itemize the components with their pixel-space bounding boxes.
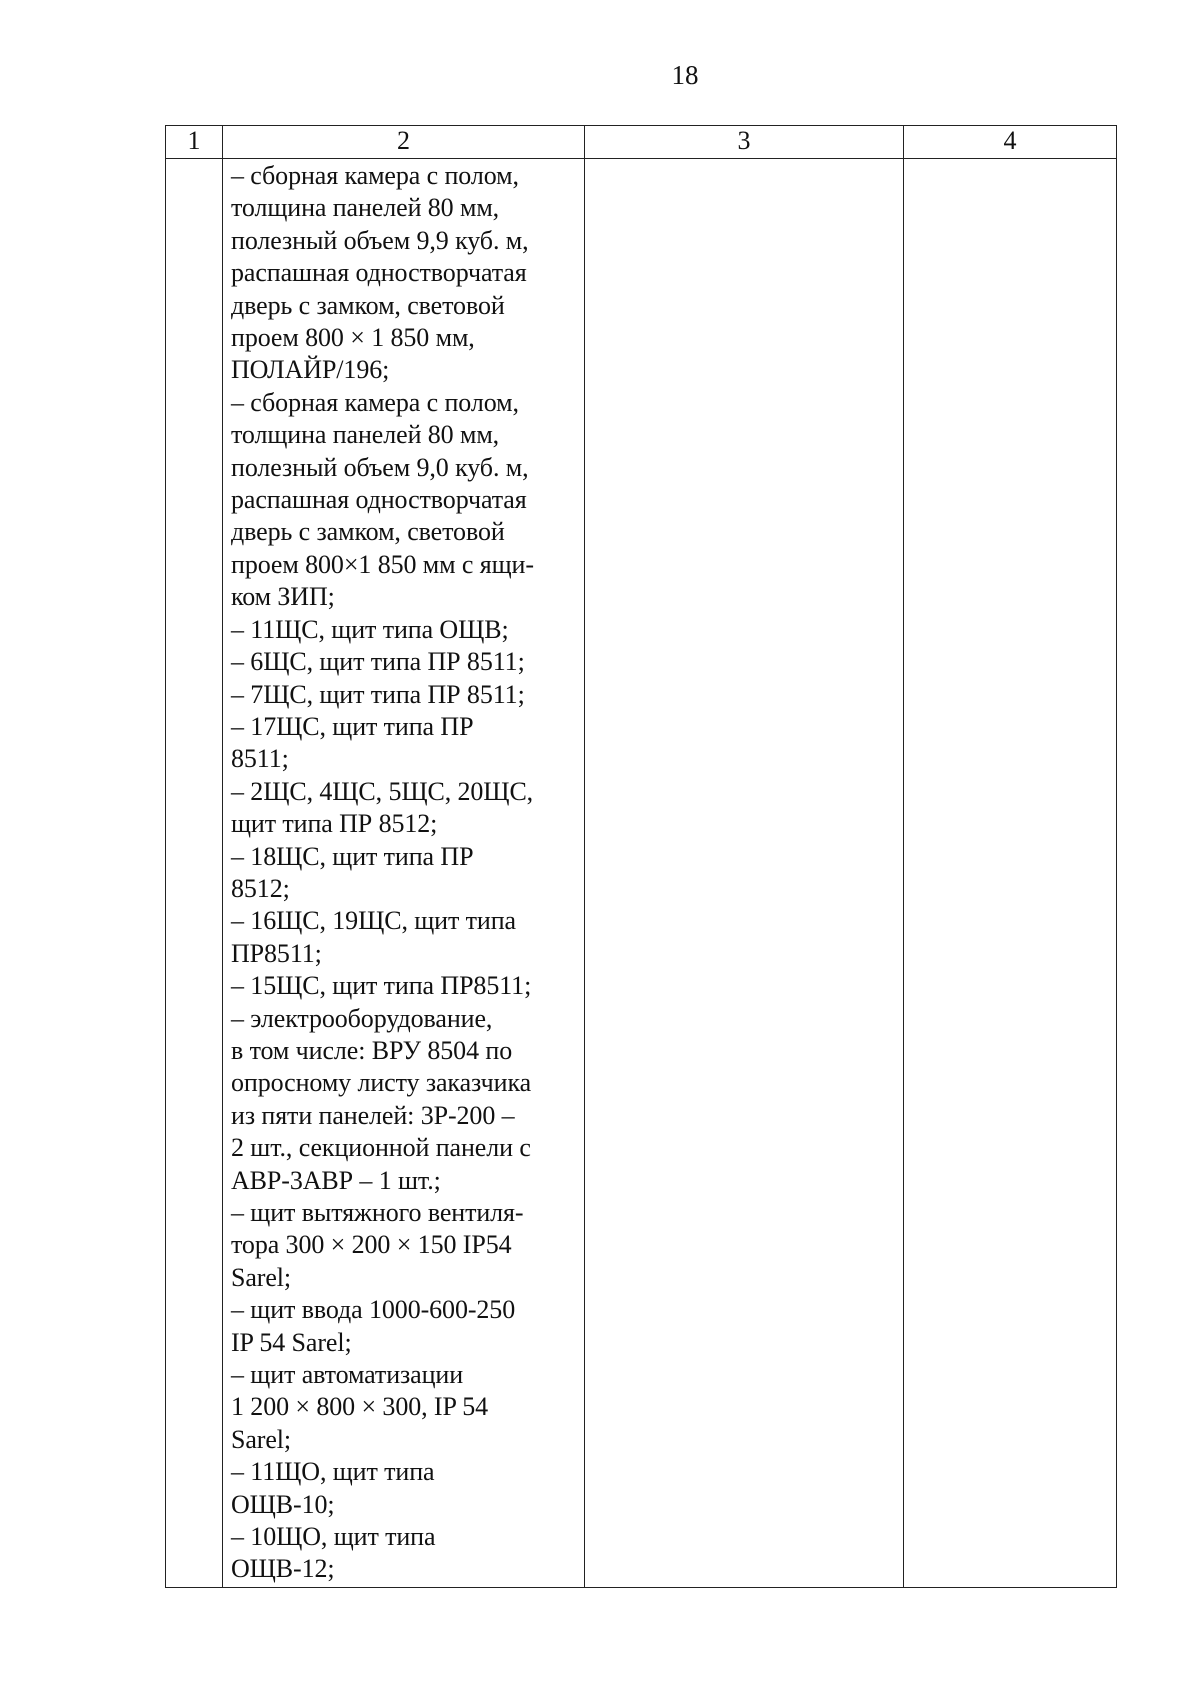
table-header-row <box>166 126 1117 159</box>
table-row <box>166 159 1117 1588</box>
column-header-2: 2 <box>223 126 585 159</box>
cell-col-1 <box>166 159 223 1588</box>
list-item: – сборная камера с полом, толщина панелей 80 мм, полезный объем 9,0 куб. м, распашная одностворчатая дверь с замком, световой проем 800×1 850 мм с ящи- ком ЗИП; <box>231 387 534 612</box>
list-item: – электрооборудование, в том числе: ВРУ 8504 по опросному листу заказчика из пяти панелей: 3Р-200 – 2 шт., секционной панели с АВР-3АВР – 1 шт.; <box>231 1003 532 1195</box>
cell-col-2 <box>223 159 585 1588</box>
column-header-3: 3 <box>585 126 904 159</box>
list-item: – 10ЩО, щит типа ОЩВ-12; <box>231 1522 436 1584</box>
list-item: – 6ЩС, щит типа ПР 8511; <box>231 647 525 677</box>
list-item: – 7ЩС, щит типа ПР 8511; <box>231 679 525 709</box>
list-item: – 11ЩО, щит типа ОЩВ-10; <box>231 1457 435 1519</box>
list-item: – 11ЩС, щит типа ОЩВ; <box>231 614 509 644</box>
list-item: – 18ЩС, щит типа ПР 8512; <box>231 841 474 903</box>
list-item: – 15ЩС, щит типа ПР8511; <box>231 971 532 1001</box>
page-number: 18 <box>671 60 699 90</box>
list-item: – щит автоматизации 1 200 × 800 × 300, IP 54 Sarel; <box>231 1360 489 1454</box>
column-header-4: 4 <box>904 126 1117 159</box>
list-item: – сборная камера с полом, толщина панелей 80 мм, полезный объем 9,9 куб. м, распашная одностворчатая дверь с замком, световой проем 800 × 1 850 мм, ПОЛАЙР/196; <box>231 161 529 385</box>
list-item: – щит ввода 1000-600-250 IP 54 Sarel; <box>231 1295 516 1357</box>
column-header-1: 1 <box>166 126 223 159</box>
list-item: – 2ЩС, 4ЩС, 5ЩС, 20ЩС, щит типа ПР 8512; <box>231 776 534 839</box>
specification-table <box>165 125 1117 1588</box>
equipment-list <box>223 159 584 1586</box>
cell-col-3 <box>585 159 904 1588</box>
list-item: – 17ЩС, щит типа ПР 8511; <box>231 711 474 774</box>
list-item: – щит вытяжного вентиля- тора 300 × 200 × 150 IP54 Sarel; <box>231 1198 524 1292</box>
list-item: – 16ЩС, 19ЩС, щит типа ПР8511; <box>231 906 516 968</box>
cell-col-4 <box>904 159 1117 1588</box>
